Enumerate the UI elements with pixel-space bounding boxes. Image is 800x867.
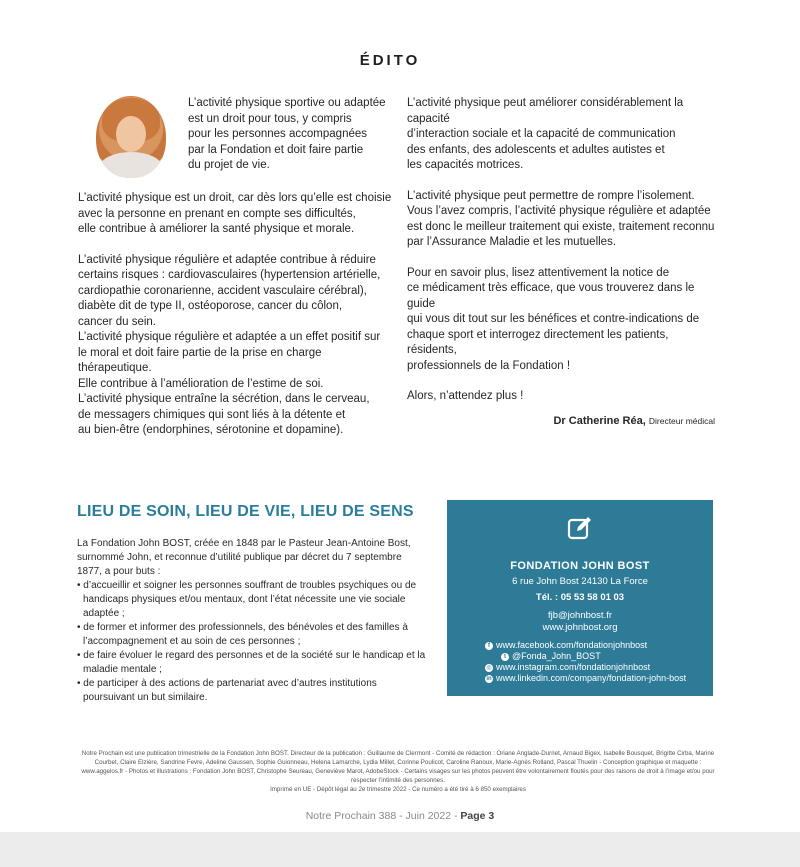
- mission-list: [77, 579, 427, 705]
- edito-right-column: L’activité physique peut améliorer considérablement la capacité d’interaction sociale et la capacité de communication des enfants, des adolescents et adultes autistes et les capacités motrices. L’activité physique peut permettre de rompre l’isolement. Vous l’avez compris, l’activité physique régulière et adaptée est donc le meilleur traitement qui existe, traitement reconnu par l’Assurance Maladie et les mutuelles. Pour en savoir plus, lisez attentivement la notice de ce médicament très efficace, que vous trouverez dans le guide qui vous dit tout sur les bénéfices et contre-indications de chaque sport et interrogez directement les patients, résidents, professionnels de la Fondation ! Alors, n’attendez plus !: [407, 96, 717, 405]
- mission-text: La Fondation John BOST, créée en 1848 par le Pasteur Jean-Antoine Bost, surnommé John, et reconnue d’utilité publique par décret du 7 septembre 1877, a pour buts : • d’accueillir et soigner les personnes souffrant de troubles psychiques ou de handicaps physiques et/ou mentaux, dont l’état nécessite une vie sociale adaptée ; • de former et informer des professionnels, des bénévoles et des familles à l’accompagnement et au soin de ces personnes ; • de faire évoluer le regard des personnes et de la société sur le handicap et la maladie mentale ; • de participer à des actions de partenariat avec d’autres institutions poursuivant un but similaire.: [77, 538, 426, 703]
- social-facebook[interactable]: f www.facebook.com/fondationjohnbost: [485, 640, 705, 651]
- author-photo: [96, 96, 166, 178]
- list-item: • de former et informer des professionnels, des bénévoles et des familles à l’accompagnement et au soin de ces personnes ;: [77, 622, 408, 647]
- org-name: FONDATION JOHN BOST: [510, 560, 650, 572]
- page-number: Page 3: [460, 810, 495, 822]
- list-item: • de participer à des actions de partenariat avec d’autres institutions poursuivant un but similaire.: [77, 678, 377, 703]
- edito-intro: L’activité physique sportive ou adaptée est un droit pour tous, y compris pour les personnes accompagnées par la Fondation et doit faire partie du projet de vie.: [188, 97, 386, 171]
- contact-box: [447, 500, 713, 696]
- org-website[interactable]: www.johnbost.org: [542, 622, 618, 633]
- signature-name: Dr Catherine Réa,: [553, 415, 646, 427]
- signature-role: Directeur médical: [648, 416, 715, 426]
- issue-label: Notre Prochain 388 - Juin 2022 -: [305, 810, 458, 822]
- facebook-icon: f: [485, 642, 493, 650]
- signature: [500, 415, 715, 427]
- list-item: • de faire évoluer le regard des personnes et de la société sur le handicap et la maladie mentale ;: [77, 650, 426, 675]
- edit-icon: [567, 515, 593, 541]
- social-instagram[interactable]: ◎ www.instagram.com/fondationjohnbost: [486, 662, 651, 672]
- instagram-icon: ◎: [486, 664, 492, 671]
- org-email[interactable]: fjb@johnbost.fr: [547, 610, 613, 621]
- bottom-strip: [0, 832, 800, 867]
- edito-closing: Alors, n’attendez plus !: [407, 390, 524, 402]
- twitter-icon: t: [501, 653, 509, 661]
- social-links: [485, 640, 705, 684]
- org-phone[interactable]: Tél. : 05 53 58 01 03: [535, 592, 625, 603]
- list-item: • d’accueillir et soigner les personnes souffrant de troubles psychiques ou de handicaps physiques et/ou mentaux, dont l’état nécessite une vie sociale adaptée ;: [77, 580, 417, 619]
- footer-credits: Notre Prochain est une publication trimestrielle de la Fondation John BOST. Directeur de la publication : Guillaume de Clermont - Comité de rédaction : Oriane Anglade-Durriet, Arnaud Bigex, Isabelle Bousquet, Brigitte Cirba, Marine Courbet, Claire Elzière, Sandrine Fevre, Adeline Gaussen, Sophie Guionneau, Helena Lamarche, Lydia Millet, Corinne Poulicot, Caroline Ranoux, Marie-Agnès Rolland, Pascal Thuelin - Conception graphique et maquette : www.aggelos.fr - Photos et illustrations : Fondation John BOST, Christophe Seureau, Geneviève Marot, AdobeStock - Certains visages sur les photos peuvent être volontairement floutés pour des raisons de droit à l’image et/ou pour respecter l’intimité des personnes. Imprimé en UE - Dépôt légal au 2e trimestre 2022 - Ce numéro a été tiré à 6 850 exemplaires: [81, 750, 715, 793]
- page-footer: [0, 810, 800, 822]
- edito-title: ÉDITO: [359, 52, 421, 69]
- social-linkedin[interactable]: in www.linkedin.com/company/fondation-john-bost: [486, 673, 687, 683]
- social-twitter[interactable]: t @Fonda_John_BOST: [485, 651, 705, 662]
- edito-left-column: L’activité physique est un droit, car dès lors qu’elle est choisie avec la personne en prenant en compte ses difficultés, elle contribue à améliorer la santé physique et morale. L’activité physique régulière et adaptée contribue à réduire certains risques : cardiovasculaires (hypertension artérielle, cardiopathie coronarienne, accident vasculaire cérébral), diabète dit de type II, ostéoporose, cancer du côlon, cancer du sein. L’activité physique régulière et adaptée a un effet positif sur le moral et doit faire partie de la prise en charge thérapeutique. Elle contribue à l’amélioration de l’estime de soi. L’activité physique entraîne la sécrétion, dans le cerveau, de messagers chimiques qui sont liés à la détente et au bien-être (endorphines, sérotonine et dopamine).: [78, 192, 392, 436]
- section-title: LIEU DE SOIN, LIEU DE VIE, LIEU DE SENS: [77, 503, 414, 520]
- linkedin-icon: in: [486, 675, 492, 682]
- org-address: 6 rue John Bost 24130 La Force: [512, 576, 648, 587]
